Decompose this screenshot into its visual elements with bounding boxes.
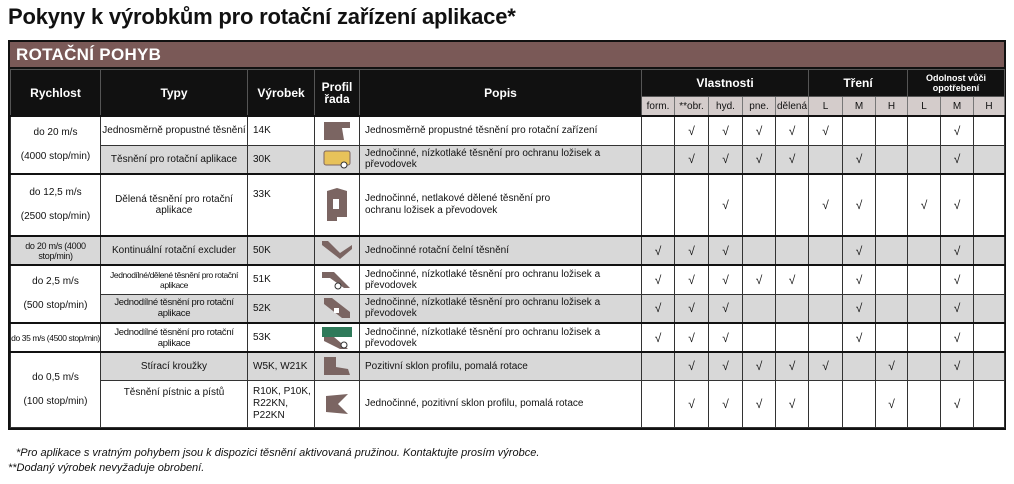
description-cell: Pozitivní sklon profilu, pomalá rotace [360, 352, 642, 380]
type-cell: Stírací kroužky [101, 352, 248, 380]
profile-51k-icon [320, 268, 354, 292]
friction-m: √ [843, 323, 876, 352]
profile-cell [315, 145, 360, 174]
friction-h: √ [876, 380, 908, 427]
prop-pne: √ [743, 352, 776, 380]
subheader-obr: **obr. [675, 97, 709, 117]
table-row [11, 174, 1005, 236]
subheader-delena: dělená [776, 97, 809, 117]
footnote-2: **Dodaný výrobek nevyžaduje obrobení. [8, 462, 205, 474]
friction-m [843, 116, 876, 145]
table-row [11, 116, 1005, 145]
friction-h [876, 174, 908, 236]
friction-l [809, 265, 843, 294]
profile-cell [315, 265, 360, 294]
description-line2: ochranu ložisek a převodovek [365, 205, 498, 216]
prop-form [642, 380, 675, 427]
prop-obr: √ [675, 294, 709, 323]
prop-obr: √ [675, 380, 709, 427]
speed-cell [11, 174, 101, 236]
product-cell: 51K [248, 265, 315, 294]
description-line1: Jednočinné, netlakové dělené těsnění pro [365, 193, 551, 204]
header-odolnost: Odolnost vůči opotřebení [908, 70, 1005, 97]
prop-form [642, 116, 675, 145]
prop-obr: √ [675, 116, 709, 145]
friction-l: √ [809, 116, 843, 145]
table-row [11, 352, 1005, 380]
speed-line2: (4000 stop/min) [20, 151, 91, 162]
prop-hyd: √ [709, 294, 743, 323]
product-cell: 14K [248, 116, 315, 145]
friction-l [809, 236, 843, 265]
profile-cell [315, 380, 360, 427]
type-cell: Jednodílné/dělené těsnění pro rotační aplikace [101, 265, 248, 294]
wear-m: √ [941, 116, 974, 145]
wear-l [908, 380, 941, 427]
prop-form: √ [642, 294, 675, 323]
friction-l: √ [809, 352, 843, 380]
prop-delena: √ [776, 265, 809, 294]
wear-m: √ [941, 323, 974, 352]
header-profil-line2: řada [324, 91, 350, 106]
friction-h: √ [876, 352, 908, 380]
prop-hyd: √ [709, 265, 743, 294]
prop-pne: √ [743, 116, 776, 145]
wear-m: √ [941, 174, 974, 236]
product-cell: 53K [248, 323, 315, 352]
wear-h [974, 323, 1005, 352]
header-profil-line1: Profil [321, 79, 353, 94]
profile-r10k-icon [322, 392, 352, 416]
product-cell: 33K [248, 174, 315, 236]
type-cell: Kontinuální rotační excluder [101, 236, 248, 265]
product-cell: 30K [248, 145, 315, 174]
wear-l [908, 323, 941, 352]
header-profil [315, 70, 360, 117]
profile-cell [315, 174, 360, 236]
prop-form [642, 174, 675, 236]
prop-pne: √ [743, 265, 776, 294]
description-cell: Jednočinné, nízkotlaké těsnění pro ochranu ložisek a převodovek [360, 265, 642, 294]
description-cell: Jednočinné, pozitivní sklon profilu, pomalá rotace [360, 380, 642, 427]
product-line2: R22KN, P22KN [253, 397, 289, 421]
wear-h [974, 294, 1005, 323]
prop-delena: √ [776, 116, 809, 145]
product-cell: 50K [248, 236, 315, 265]
wear-l [908, 236, 941, 265]
prop-form: √ [642, 265, 675, 294]
wear-m: √ [941, 380, 974, 427]
friction-l [809, 145, 843, 174]
product-cell: 52K [248, 294, 315, 323]
subheader-treni-h: H [876, 97, 908, 117]
friction-l [809, 323, 843, 352]
wear-l [908, 116, 941, 145]
prop-obr: √ [675, 265, 709, 294]
speed-line1: do 12,5 m/s [29, 187, 82, 198]
friction-l [809, 294, 843, 323]
profile-14k-icon [322, 120, 352, 142]
wear-h [974, 380, 1005, 427]
prop-obr: √ [675, 145, 709, 174]
wear-l [908, 294, 941, 323]
prop-delena: √ [776, 145, 809, 174]
subheader-odolnost-h: H [974, 97, 1005, 117]
prop-form [642, 352, 675, 380]
prop-delena [776, 236, 809, 265]
subheader-hyd: hyd. [709, 97, 743, 117]
table-row [11, 265, 1005, 294]
speed-cell [11, 352, 101, 427]
wear-l [908, 352, 941, 380]
profile-cell [315, 236, 360, 265]
type-cell: Těsnění pro rotační aplikace [101, 145, 248, 174]
product-line1: R10K, P10K, [253, 385, 311, 397]
prop-obr: √ [675, 236, 709, 265]
wear-h [974, 265, 1005, 294]
speed-cell [11, 116, 101, 174]
friction-h [876, 294, 908, 323]
product-cell [248, 380, 315, 427]
prop-hyd: √ [709, 116, 743, 145]
footnote-1: *Pro aplikace s vratným pohybem jsou k dispozici těsnění aktivovaná pružinou. Kontaktujte prosím výrobce. [16, 447, 540, 459]
description-cell: Jednočinné, nízkotlaké těsnění pro ochranu ložisek a převodovek [360, 323, 642, 352]
table-row [11, 323, 1005, 352]
description-cell [360, 174, 642, 236]
description-cell: Jednočinné, nízkotlaké těsnění pro ochranu ložisek a převodovek [360, 145, 642, 174]
description-cell: Jednosměrně propustné těsnění pro rotační zařízení [360, 116, 642, 145]
friction-m [843, 380, 876, 427]
wear-l: √ [908, 174, 941, 236]
table-row [11, 294, 1005, 323]
header-vlastnosti: Vlastnosti [642, 70, 809, 97]
prop-obr: √ [675, 323, 709, 352]
header-popis: Popis [360, 70, 642, 117]
header-treni: Tření [809, 70, 908, 97]
prop-pne [743, 236, 776, 265]
type-cell: Jednodílné těsnění pro rotační aplikace [101, 323, 248, 352]
description-cell: Jednočinné rotační čelní těsnění [360, 236, 642, 265]
profile-cell [315, 116, 360, 145]
friction-h [876, 265, 908, 294]
subheader-treni-m: M [843, 97, 876, 117]
friction-m: √ [843, 294, 876, 323]
profile-cell [315, 323, 360, 352]
speed-cell: do 20 m/s (4000 stop/min) [11, 236, 101, 265]
header-vyrobek: Výrobek [248, 70, 315, 117]
friction-m: √ [843, 174, 876, 236]
wear-m: √ [941, 265, 974, 294]
prop-delena [776, 294, 809, 323]
friction-l: √ [809, 174, 843, 236]
speed-line1: do 0,5 m/s [32, 371, 79, 383]
subheader-odolnost-m: M [941, 97, 974, 117]
prop-pne [743, 294, 776, 323]
friction-h [876, 323, 908, 352]
footnotes [8, 446, 539, 476]
speed-line2: (100 stop/min) [23, 395, 88, 407]
friction-l [809, 380, 843, 427]
subheader-pne: pne. [743, 97, 776, 117]
prop-pne: √ [743, 380, 776, 427]
wear-h [974, 116, 1005, 145]
prop-pne [743, 174, 776, 236]
friction-m: √ [843, 236, 876, 265]
profile-cell [315, 352, 360, 380]
page-title: Pokyny k výrobkům pro rotační zařízení aplikace* [8, 4, 516, 29]
speed-cell [11, 265, 101, 323]
wear-h [974, 236, 1005, 265]
profile-53k-icon [320, 325, 354, 351]
prop-obr [675, 174, 709, 236]
speed-cell: do 35 m/s (4500 stop/min) [11, 323, 101, 352]
wear-l [908, 145, 941, 174]
wear-h [974, 145, 1005, 174]
friction-h [876, 236, 908, 265]
profile-30k-icon [322, 148, 352, 170]
prop-form: √ [642, 236, 675, 265]
subheader-form: form. [642, 97, 675, 117]
speed-line2: (2500 stop/min) [20, 211, 91, 222]
description-cell: Jednočinné, nízkotlaké těsnění pro ochranu ložisek a převodovek [360, 294, 642, 323]
speed-line1: do 20 m/s [33, 127, 78, 138]
friction-h [876, 145, 908, 174]
prop-hyd: √ [709, 323, 743, 352]
profile-w5k-icon [322, 355, 352, 377]
wear-m: √ [941, 294, 974, 323]
speed-line1: do 2,5 m/s [32, 276, 79, 287]
type-cell: Dělená těsnění pro rotační aplikace [101, 174, 248, 236]
speed-line2: (500 stop/min) [23, 300, 88, 311]
product-cell: W5K, W21K [248, 352, 315, 380]
table-row [11, 145, 1005, 174]
header-typy: Typy [101, 70, 248, 117]
type-cell: Jednosměrně propustné těsnění [101, 116, 248, 145]
friction-m: √ [843, 265, 876, 294]
profile-52k-icon [320, 296, 354, 320]
section-header: ROTAČNÍ POHYB [10, 42, 1004, 69]
subheader-treni-l: L [809, 97, 843, 117]
prop-delena [776, 174, 809, 236]
friction-h [876, 116, 908, 145]
prop-delena: √ [776, 352, 809, 380]
profile-cell [315, 294, 360, 323]
type-cell: Těsnění pístnic a pístů [101, 380, 248, 427]
prop-delena: √ [776, 380, 809, 427]
prop-pne: √ [743, 145, 776, 174]
prop-form [642, 145, 675, 174]
profile-50k-icon [320, 239, 354, 263]
friction-m [843, 352, 876, 380]
header-rychlost: Rychlost [11, 70, 101, 117]
wear-h [974, 174, 1005, 236]
prop-hyd: √ [709, 174, 743, 236]
prop-form: √ [642, 323, 675, 352]
product-table-container [8, 40, 1006, 430]
type-cell: Jednodílné těsnění pro rotační aplikace [101, 294, 248, 323]
friction-m: √ [843, 145, 876, 174]
table-row [11, 236, 1005, 265]
prop-obr: √ [675, 352, 709, 380]
prop-pne [743, 323, 776, 352]
wear-m: √ [941, 352, 974, 380]
profile-33k-icon [324, 187, 350, 223]
prop-hyd: √ [709, 380, 743, 427]
prop-delena [776, 323, 809, 352]
wear-m: √ [941, 145, 974, 174]
subheader-odolnost-l: L [908, 97, 941, 117]
wear-h [974, 352, 1005, 380]
product-table [10, 69, 1005, 428]
prop-hyd: √ [709, 352, 743, 380]
wear-l [908, 265, 941, 294]
wear-m: √ [941, 236, 974, 265]
prop-hyd: √ [709, 236, 743, 265]
prop-hyd: √ [709, 145, 743, 174]
table-row [11, 380, 1005, 427]
